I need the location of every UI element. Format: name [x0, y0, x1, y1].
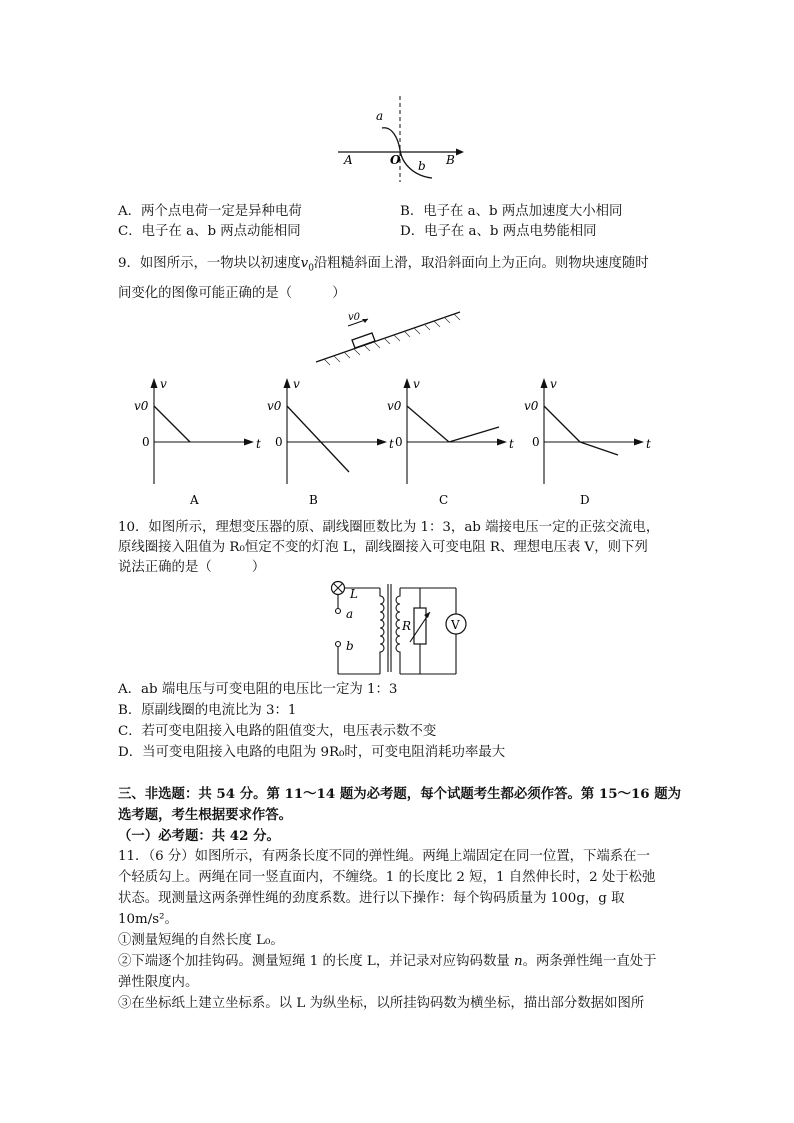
q10-stem-line1: 10．如图所示，理想变压器的原、副线圈匝数比为 1：3，ab 端接电压一定的正弦交流电，: [118, 520, 660, 535]
q11-line1: 11．（6 分）如图所示，有两条长度不同的弹性绳。两绳上端固定在同一位置，下端系在一: [118, 849, 650, 864]
q10-option-a: A．ab 端电压与可变电阻的电压比一定为 1：3: [118, 682, 398, 697]
vt-line: [154, 406, 190, 442]
q9-stem-line1: 9．如图所示，一物块以初速度$v_0$沿粗糙斜面上滑，取沿斜面向上为正向。则物块速度随时: [118, 256, 649, 274]
q11-line2: 个轻质勾上。两绳在同一竖直面内，不缠绕。1 的长度比 2 短，1 自然伸长时，2 处于松弛: [118, 870, 656, 885]
graph-label-b: B: [309, 493, 318, 507]
q10-option-b: B．原副线圈的电流比为 3：1: [118, 703, 297, 718]
label-L: L: [350, 587, 358, 601]
label-b: b: [418, 159, 426, 173]
svg-text:t: t: [646, 437, 651, 451]
svg-text:0: 0: [142, 435, 150, 449]
x-arrow-icon: [634, 439, 644, 446]
q10-option-d: D．当可变电阻接入电路的电阻为 9R₀时，可变电阻消耗功率最大: [118, 745, 506, 760]
primary-coil: [380, 588, 384, 674]
q11-line4: 10m/s²。: [118, 912, 178, 927]
svg-text:0: 0: [395, 435, 403, 449]
q11-step3: ③在坐标纸上建立坐标系。以 L 为纵坐标，以所挂钩码数为横坐标，描出部分数据如图所: [118, 996, 645, 1011]
svg-text:t: t: [389, 437, 394, 451]
section3-subheading: （一）必考题：共 42 分。: [118, 828, 280, 844]
svg-text:v0: v0: [387, 399, 402, 413]
svg-text:v0: v0: [134, 399, 149, 413]
svg-text:v: v: [160, 377, 167, 391]
label-b: b: [346, 639, 354, 653]
section3-heading-line1: 三、非选题：共 54 分。第 11～14 题为必考题，每个试题考生都必须作答。第 15～16 题为: [118, 786, 682, 802]
axis-arrow-icon: [456, 149, 464, 156]
svg-text:v0: v0: [267, 399, 282, 413]
svg-text:v0: v0: [524, 399, 539, 413]
vt-line-2: [449, 427, 499, 442]
incline-surface: [316, 312, 460, 362]
label-O: O: [390, 153, 401, 167]
vt-line-2: [580, 442, 618, 455]
svg-text:v: v: [293, 377, 300, 391]
q8-option-d: D．电子在 a、b 两点电势能相同: [400, 224, 597, 239]
graph-d: [524, 377, 651, 507]
graph-label-c: C: [439, 493, 449, 507]
x-arrow-icon: [377, 439, 387, 446]
vt-graphs: [128, 376, 668, 512]
vt-line: [407, 406, 449, 442]
q11-step2-line2: 弹性限度内。: [118, 975, 199, 990]
svg-text:t: t: [509, 437, 514, 451]
label-R: R: [402, 619, 412, 633]
svg-text:0: 0: [275, 435, 283, 449]
q10-stem-line2: 原线圈接入阻值为 R₀恒定不变的灯泡 L，副线圈接入可变电阻 R、理想电压表 V，则下列: [118, 540, 648, 555]
q10-option-c: C．若可变电阻接入电路的阻值变大，电压表示数不变: [118, 724, 437, 739]
incline-hatching: [324, 314, 460, 365]
terminal-a: [336, 609, 341, 614]
graph-label-a: A: [190, 493, 199, 507]
q11-step1: ①测量短绳的自然长度 L₀。: [118, 933, 284, 948]
variable-resistor: [414, 608, 426, 644]
q8-option-c: C．电子在 a、b 两点动能相同: [118, 224, 301, 239]
svg-text:v: v: [413, 377, 420, 391]
vt-line: [544, 406, 580, 442]
graph-c: [387, 377, 514, 507]
y-arrow-icon: [151, 378, 158, 388]
q8-option-b: B．电子在 a、b 两点加速度大小相同: [400, 204, 623, 219]
electron-path-figure: [330, 92, 470, 184]
incline-v0-label: v0: [348, 312, 361, 323]
terminal-b: [336, 642, 341, 647]
q8-option-a: A．两个点电荷一定是异种电荷: [118, 204, 302, 219]
graph-a: [134, 377, 261, 507]
vt-line: [287, 406, 349, 472]
svg-text:0: 0: [532, 435, 540, 449]
graph-b: [267, 377, 394, 507]
label-a: a: [346, 607, 354, 621]
svg-text:t: t: [256, 437, 261, 451]
transformer-circuit: [322, 574, 472, 678]
y-arrow-icon: [284, 378, 291, 388]
q11-step2-line1: ②下端逐个加挂钩码。测量短绳 1 的长度 L，并记录对应钩码数量 n。两条弹性绳一直处于: [118, 954, 657, 969]
label-A: A: [344, 153, 353, 167]
y-arrow-icon: [541, 378, 548, 388]
q10-stem-line3: 说法正确的是（ ）: [118, 560, 266, 575]
svg-text:v: v: [550, 377, 557, 391]
x-arrow-icon: [497, 439, 507, 446]
q9-stem-line2: 间变化的图像可能正确的是（ ）: [118, 286, 346, 301]
y-arrow-icon: [404, 378, 411, 388]
section3-heading-line2: 选考题，考生根据要求作答。: [118, 807, 293, 823]
secondary-coil: [396, 588, 400, 674]
q11-line3: 状态。现测量这两条弹性绳的劲度系数。进行以下操作：每个钩码质量为 100g，g 取: [118, 891, 625, 906]
label-V: V: [451, 618, 460, 632]
label-a: a: [376, 109, 384, 123]
label-B: B: [446, 153, 455, 167]
incline-figure: [310, 306, 470, 368]
graph-label-d: D: [580, 493, 590, 507]
x-arrow-icon: [244, 439, 254, 446]
